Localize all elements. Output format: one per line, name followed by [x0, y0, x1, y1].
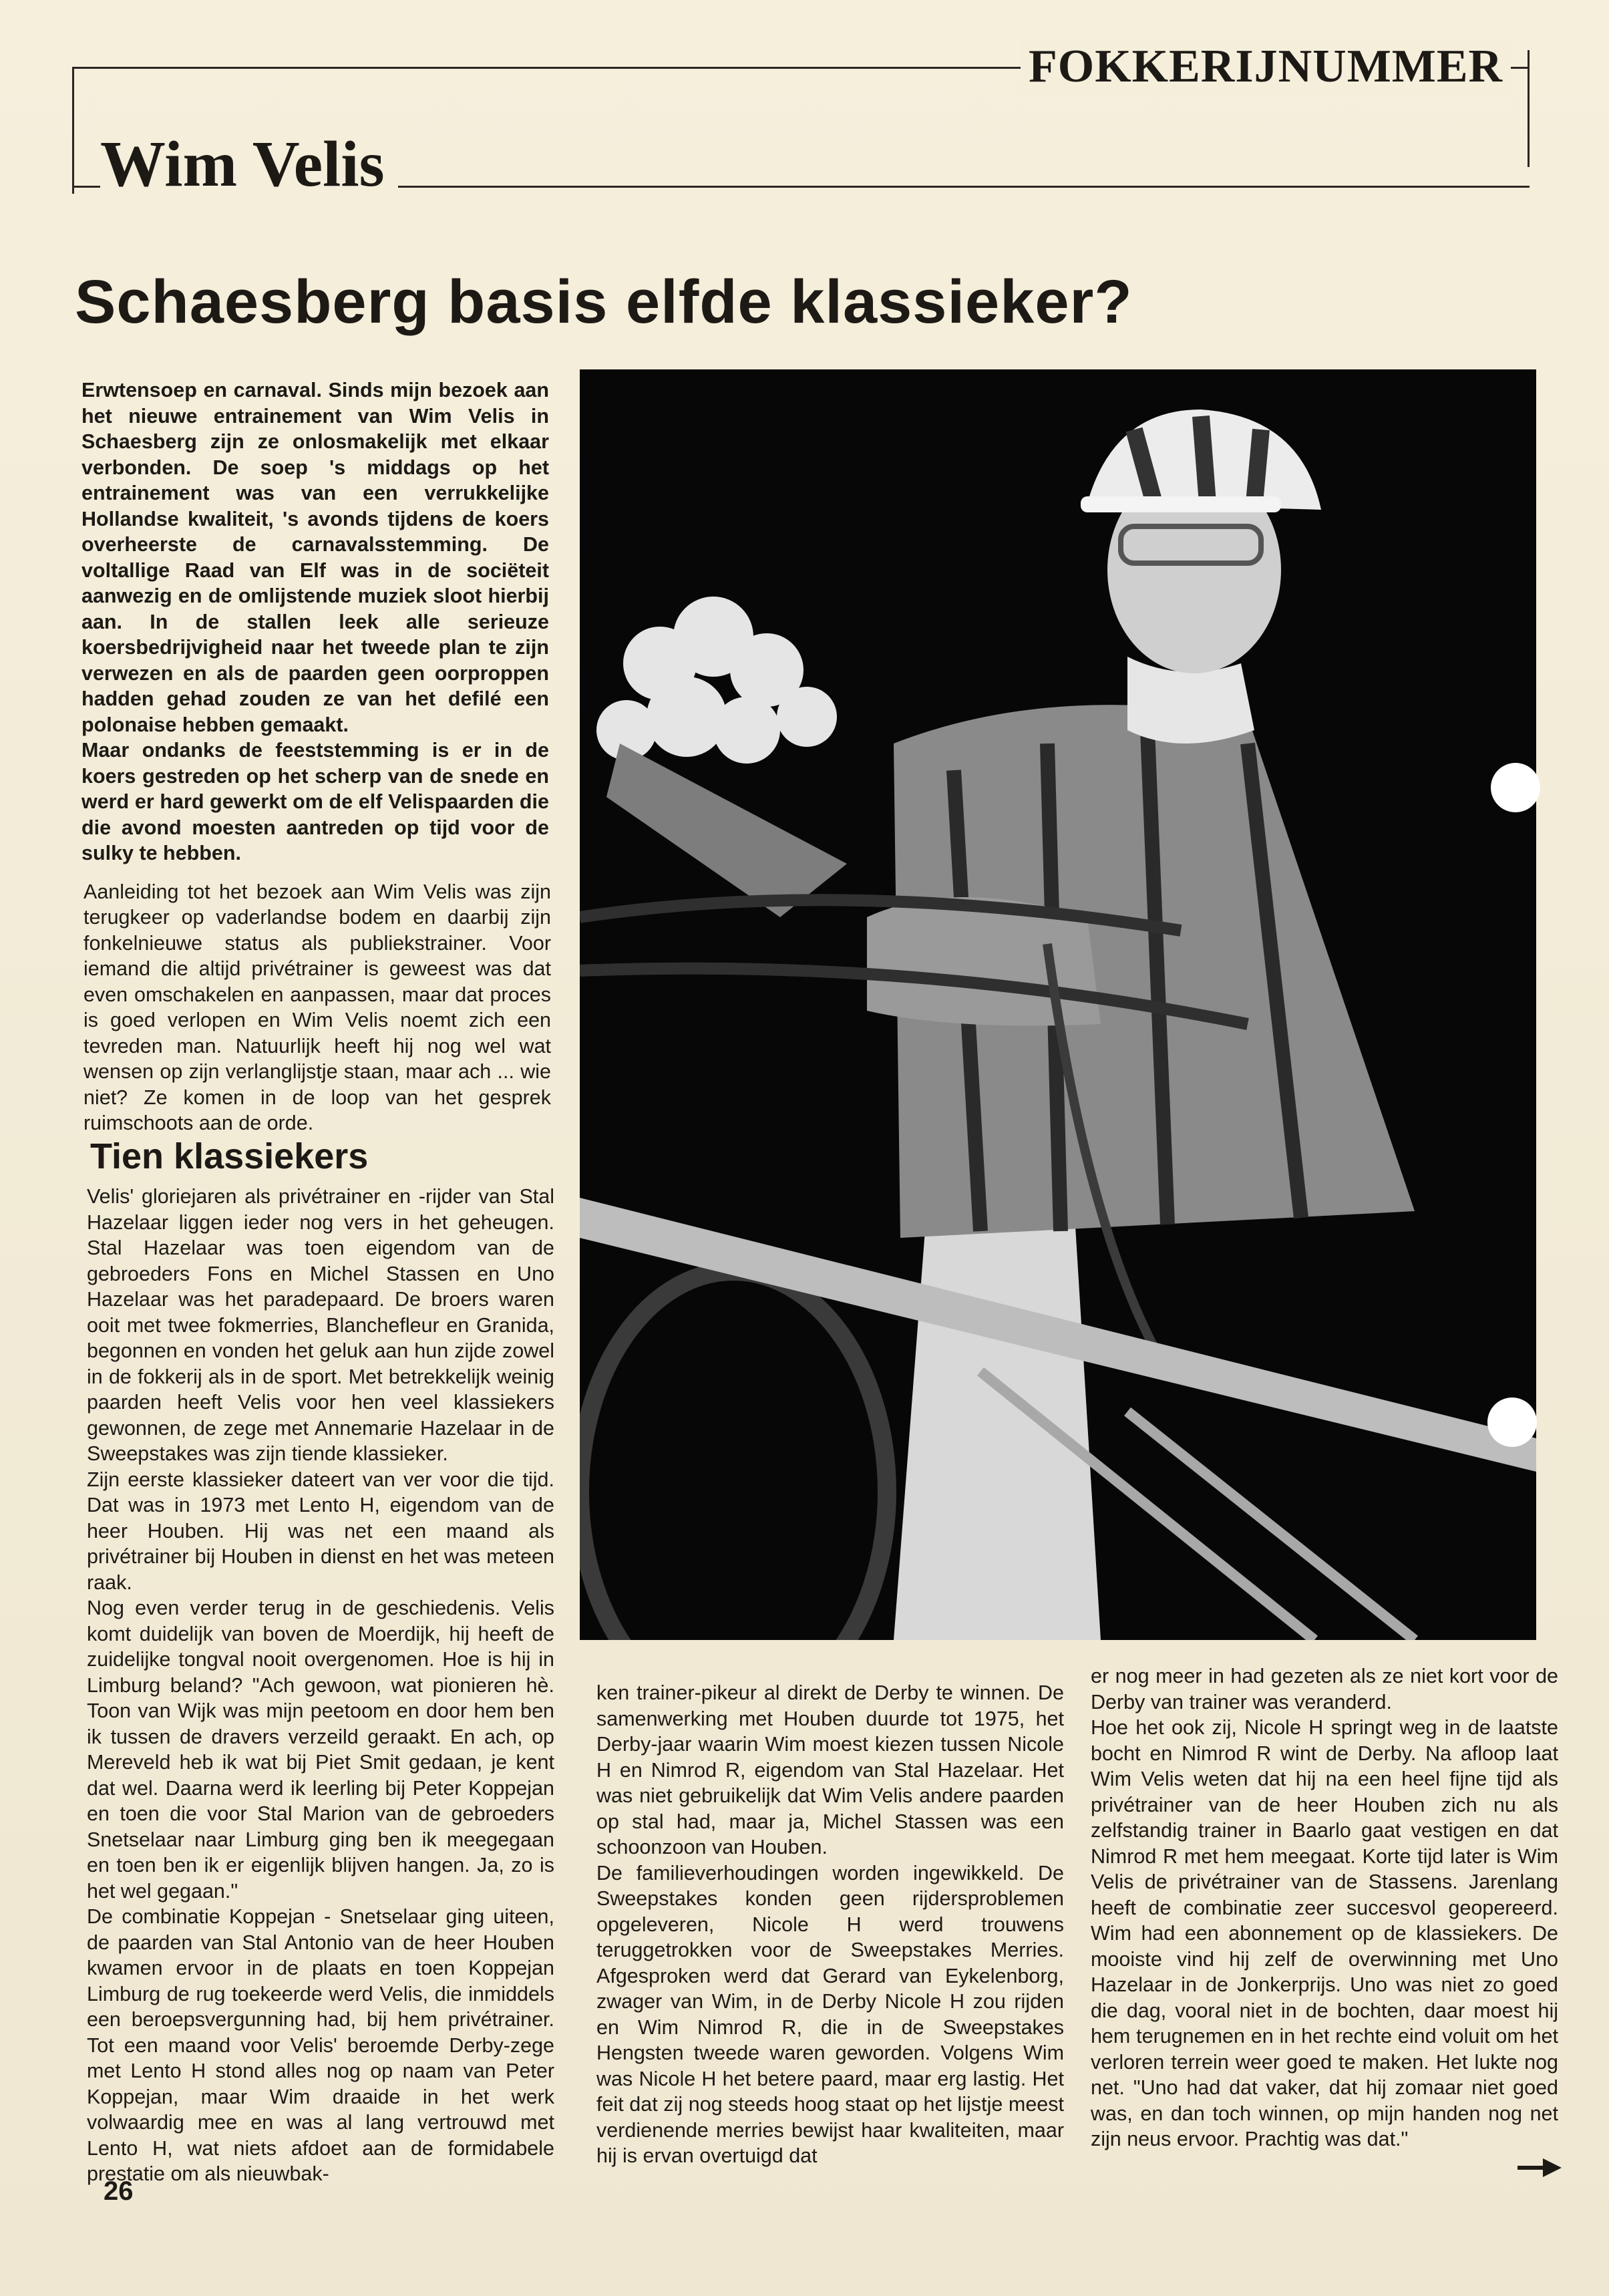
- section-label: FOKKERIJNUMMER: [1021, 40, 1511, 94]
- intro-paragraph: Aanleiding tot het bezoek aan Wim Velis was zijn terugkeer op vaderlandse bodem en daarbij zijn fonkelnieuwe status als publiekstrainer. Voor iemand die altijd privétrainer is geweest was dat even omschakelen en aanpassen, maar dat proces is goed verlopen en Wim Velis noemt zich een tevreden man. Natuurlijk heeft hij nog wel wat wensen op zijn verlanglijstje staan, maar ach ... wie niet? Ze komen in de loop van het gesprek ruimschoots aan de orde.: [83, 880, 551, 1134]
- lead-paragraph: Maar ondanks de feeststemming is er in de koers gestreden op het scherp van de snede en werd er hard gewerkt om de elf Velispaarden die die avond moesten aantreden op tijd voor de sulky te hebben.: [81, 739, 549, 864]
- arrow-right-icon: [1516, 2154, 1563, 2181]
- body-column-1: [87, 1184, 554, 2187]
- header-frame-left: [72, 67, 74, 194]
- body-paragraph: ken trainer-pikeur al direkt de Derby te winnen. De samenwerking met Houben duurde tot 1975, het Derby-jaar waarin Wim moest kiezen tussen Nicole H en Nimrod R, eigendom van Stal Hazelaar. Het was niet gebruikelijk dat Wim Velis andere paarden op stal had, maar ja, Michel Stassen was een schoonzoon van Houben.: [596, 1681, 1064, 1858]
- article-intro: [83, 858, 551, 1156]
- punch-hole: [1491, 763, 1540, 812]
- page-number: 26: [104, 2176, 134, 2206]
- author-name: Wim Velis: [100, 127, 398, 202]
- driver-photo: [580, 369, 1536, 1640]
- article-headline: Schaesberg basis elfde klassieker?: [75, 268, 1133, 336]
- header-frame-right: [1528, 50, 1530, 167]
- body-paragraph: er nog meer in had gezeten als ze niet kort voor de Derby van trainer was veranderd.: [1091, 1665, 1558, 1713]
- driver-photo-illustration: [580, 369, 1536, 1640]
- punch-hole: [1487, 1398, 1537, 1447]
- lead-paragraph: Erwtensoep en carnaval. Sinds mijn bezoek aan het nieuwe entrainement van Wim Velis in Schaesberg zijn ze onlosmakelijk met elkaar verbonden. De soep 's middags op het entrainement was van een verrukkelijke Hollandse kwaliteit, 's avonds tijdens de koers overheerste de carnavalsstemming. De voltallige Raad van Elf was in de sociëteit aanwezig en de omlijstende muziek sloot hierbij aan. In de stallen leek alle serieuze koersbedrijvigheid naar het tweede plan te zijn verwezen en als de paarden geen oorproppen hadden gehad zouden ze van het defilé een polonaise hebben gemaakt.: [81, 379, 549, 736]
- body-paragraph: De familieverhoudingen worden ingewikkeld. De Sweepstakes konden geen rijdersproblemen opgeleveren, Nicole H werd trouwens teruggetrokken voor de Sweepstakes Merries. Afgesproken werd dat Gerard van Eykelenborg, zwager van Wim, in de Derby Nicole H zou rijden en Wim Nimrod R, die in de Sweepstakes Hengsten tweede waren geworden. Volgens Wim was Nicole H het betere paard, maar erg lastig. Het feit dat zij nog steeds hoog staat op het lijstje meest verdienende merries bewijst haar kwaliteiten, maar hij is ervan overtuigd dat: [596, 1861, 1064, 2167]
- body-paragraph: De combinatie Koppejan - Snetselaar ging uiteen, de paarden van Stal Antonio van de heer Houben kwamen ervoor in de plaats en toen Koppejan Limburg de rug toekeerde werd Velis, die inmiddels een beroepsvergunning had, bij hem privétrainer. Tot een maand voor Velis' beroemde Derby-zege met Lento H stond alles nog op naam van Peter Koppejan, maar Wim draaide in het werk volwaardig mee en was al lang vertrouwd met Lento H, wat niets afdoet aan de formidabele prestatie om als nieuwbak-: [87, 1905, 554, 2185]
- body-paragraph: Nog even verder terug in de geschiedenis. Velis komt duidelijk van boven de Moerdijk, hij heeft de zuidelijke tongval nooit overgenomen. Hoe is hij in Limburg beland? "Ach gewoon, wat pionieren hè. Toon van Wijk was mijn peetoom en door hem ben ik tussen de dravers verzeild geraakt. En ach, op Mereveld heb ik wat bij Piet Smit gedaan, je kent dat wel. Daarna werd ik leerling bij Peter Koppejan en toen die voor Stal Marion van de gebroeders Snetselaar naar Limburg ging ben ik meegegaan en toen ben ik er eigenlijk blijven hangen. Ja, zo is het wel gegaan.": [87, 1597, 554, 1903]
- body-column-3: [1091, 1663, 1558, 2152]
- body-column-2: [596, 1680, 1064, 2169]
- body-paragraph: Zijn eerste klassieker dateert van ver voor die tijd. Dat was in 1973 met Lento H, eigendom van de heer Houben. Hij was net een maand als privétrainer bij Houben in dienst en het was meteen raak.: [87, 1468, 554, 1594]
- body-paragraph: Velis' gloriejaren als privétrainer en -rijder van Stal Hazelaar liggen ieder nog vers in het geheugen. Stal Hazelaar was toen eigendom van de gebroeders Fons en Michel Stassen en Uno Hazelaar was het paradepaard. De broers waren ooit met twee fokmerries, Blanchefleur en Granida, begonnen en vonden het geluk aan hun zijde zowel in de fokkerij als in de sport. Met betrekkelijk weinig paarden heeft Velis voor hen veel klassiekers gewonnen, de zege met Annemarie Hazelaar in de Sweepstakes was zijn tiende klassieker.: [87, 1185, 554, 1465]
- body-paragraph: Hoe het ook zij, Nicole H springt weg in de laatste bocht en Nimrod R wint de Derby. Na afloop laat Wim Velis weten dat hij na een heel fijne tijd als privétrainer van de heer Houben zich nu als zelfstandig trainer in Baarlo gaat vestigen en dat Nimrod R met hem meegaat. Korte tijd later is Wim Velis de privétrainer van de Stassens. Jarenlang heeft de combinatie zeer succesvol geopereerd. Wim had een abonnement op de klassiekers. De mooiste vind hij zelf de overwinning met Uno Hazelaar in de Jonkerprijs. Uno was niet zo goed die dag, vooral niet in de bochten, daar moest hij hem terugnemen en in het rechte eind voluit om het verloren terrein weer goed te maken. Het lukte nog net. "Uno had dat vaker, dat hij zomaar niet goed was, en dan toch winnen, op mijn handen nog net zijn neus ervoor. Prachtig was dat.": [1091, 1716, 1558, 2150]
- article-lead: [81, 377, 549, 866]
- article-subhead: Tien klassiekers: [90, 1136, 369, 1176]
